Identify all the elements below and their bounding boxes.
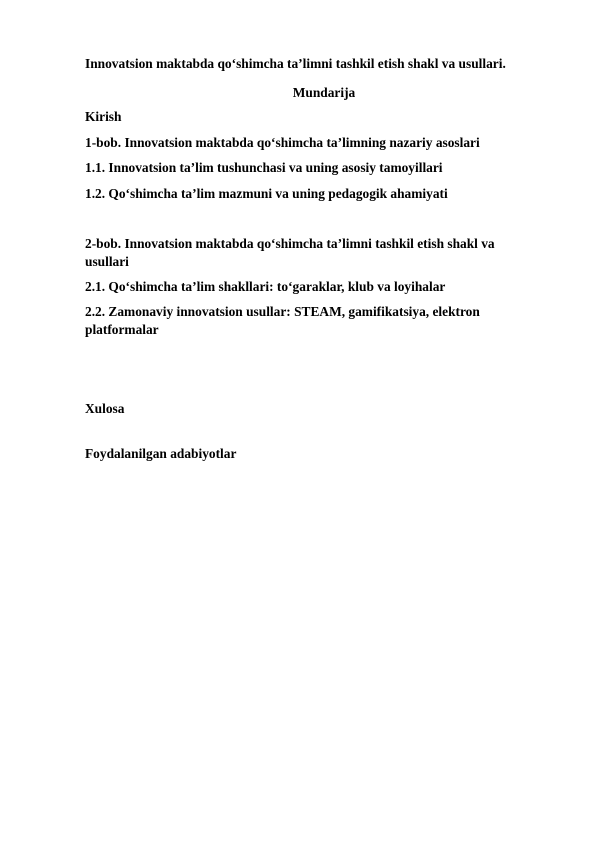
toc-item-section-1-2: 1.2. Qo‘shimcha ta’lim mazmuni va uning pedagogik ahamiyati <box>85 186 448 201</box>
toc-item-chapter-2: 2-bob. Innovatsion maktabda qo‘shimcha ta’limni tashkil etish shakl va usullari <box>85 236 495 269</box>
toc-item-section-1-1: 1.1. Innovatsion ta’lim tushunchasi va uning asosiy tamoyillari <box>85 160 443 175</box>
toc-item-introduction: Kirish <box>85 109 122 124</box>
document-title: Innovatsion maktabda qo‘shimcha ta’limni tashkil etish shakl va usullari. <box>85 56 506 71</box>
contents-heading: Mundarija <box>292 85 356 100</box>
toc-item-section-2-1: 2.1. Qo‘shimcha ta’lim shakllari: to‘garaklar, klub va loyihalar <box>85 279 446 294</box>
toc-item-chapter-1: 1-bob. Innovatsion maktabda qo‘shimcha ta’limning nazariy asoslari <box>85 135 480 150</box>
toc-item-conclusion: Xulosa <box>85 401 125 416</box>
toc-item-section-2-2: 2.2. Zamonaviy innovatsion usullar: STEAM, gamifikatsiya, elektron platformalar <box>85 304 480 337</box>
toc-item-references: Foydalanilgan adabiyotlar <box>85 446 237 461</box>
